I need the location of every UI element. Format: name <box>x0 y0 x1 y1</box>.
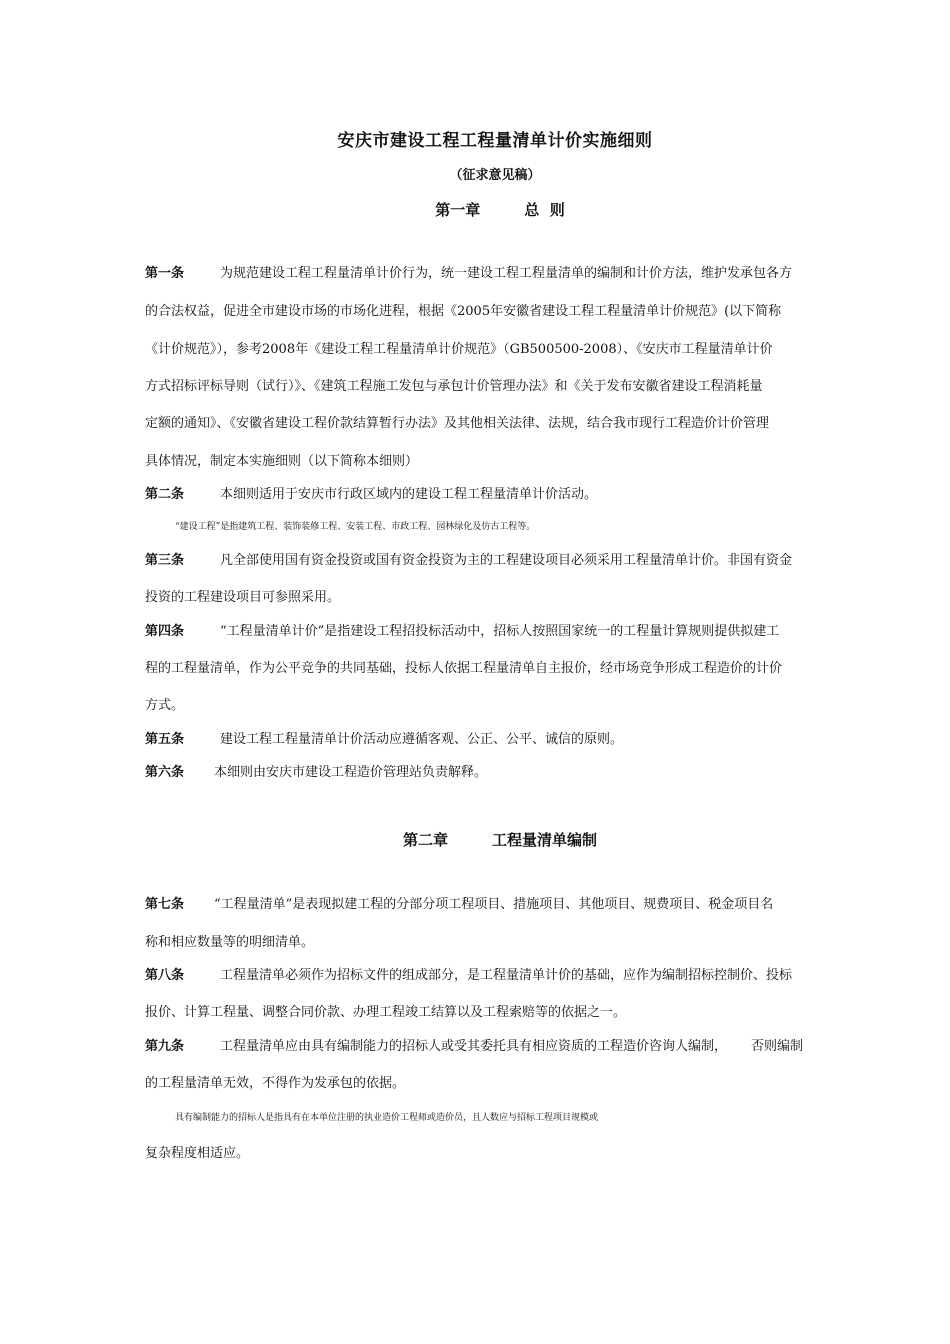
chapter-1-number: 第一章 <box>435 201 481 219</box>
article-5-line-1 <box>145 731 857 749</box>
article-9-label: 第九条 <box>145 1039 185 1054</box>
article-2-label: 第二条 <box>145 487 185 502</box>
article-9-text-2: 否则编制 <box>751 1039 804 1054</box>
article-9-line-2: 的工程量清单无效，不得作为发承包的依据。 <box>145 1076 406 1091</box>
article-1-line-2: 的合法权益，促进全市建设市场的市场化进程，根据《2005年安徽省建设工程工程量清单计价规范》(以下简称 <box>145 304 782 319</box>
article-3-line-1 <box>145 552 857 570</box>
document-subtitle: （征求意见稿） <box>449 168 541 183</box>
article-4-line-3: 方式。 <box>145 698 185 713</box>
article-6-label: 第六条 <box>145 765 185 780</box>
article-6-text-1: 本细则由安庆市建设工程造价管理站负责解释。 <box>214 765 488 780</box>
article-1-line-4: 方式招标评标导则（试行）》、《建筑工程施工发包与承包计价管理办法》和《关于发布安徽省建设工程消耗量 <box>145 379 763 394</box>
article-3-text-1: 凡全部使用国有资金投资或国有资金投资为主的工程建设项目必须采用工程量清单计价。非国有资金 <box>220 553 793 568</box>
article-1-label: 第一条 <box>145 266 185 281</box>
article-7-text-1: “工程量清单”是表现拟建工程的分部分项工程项目、措施项目、其他项目、规费项目、税金项目名 <box>214 897 774 912</box>
article-9-line-3: 具有编制能力的招标人是指具有在本单位注册的执业造价工程师或造价员，且人数应与招标工程项目规模或 <box>175 1113 599 1123</box>
article-5-label: 第五条 <box>145 732 185 747</box>
chapter-2-number: 第二章 <box>402 831 448 849</box>
article-8-label: 第八条 <box>145 968 185 983</box>
chapter-1-heading <box>0 199 950 220</box>
document-title: 安庆市建设工程工程量清单计价实施细则 <box>337 131 653 151</box>
article-4-label: 第四条 <box>145 624 185 639</box>
chapter-1-name: 总 则 <box>524 201 565 219</box>
article-7-label: 第七条 <box>145 897 185 912</box>
article-1-text-1: 为规范建设工程工程量清单计价行为，统一建设工程工程量清单的编制和计价方法，维护发承包各方 <box>220 266 793 281</box>
article-8-text-1: 工程量清单必须作为招标文件的组成部分，是工程量清单计价的基础，应作为编制招标控制价、投标 <box>220 968 793 983</box>
article-3-line-2: 投资的工程建设项目可参照采用。 <box>145 590 341 605</box>
article-1-line-1 <box>145 265 857 283</box>
article-6-line-1 <box>145 764 857 782</box>
article-1-line-3: 《计价规范》），参考2008年《建设工程工程量清单计价规范》（GB500500-2008）、《安庆市工程量清单计价 <box>145 342 773 357</box>
article-5-text-1: 建设工程工程量清单计价活动应遵循客观、公正、公平、诚信的原则。 <box>220 732 624 747</box>
chapter-2-heading <box>0 829 950 850</box>
article-3-label: 第三条 <box>145 553 185 568</box>
article-9-line-1 <box>145 1038 857 1056</box>
article-9-text-1: 工程量清单应由具有编制能力的招标人或受其委托具有相应资质的工程造价咨询人编制， <box>220 1039 728 1054</box>
article-1-line-6: 具体情况，制定本实施细则（以下简称本细则） <box>145 454 419 469</box>
chapter-2-name: 工程量清单编制 <box>492 831 598 849</box>
article-7-line-1 <box>145 896 857 914</box>
article-2-line-1 <box>145 486 857 504</box>
article-9-line-4: 复杂程度相适应。 <box>145 1146 250 1161</box>
article-8-line-2: 报价、计算工程量、调整合同价款、办理工程竣工结算以及工程索赔等的依据之一。 <box>145 1005 627 1020</box>
article-2-text-1: 本细则适用于安庆市行政区域内的建设工程工程量清单计价活动。 <box>220 487 598 502</box>
article-7-line-2: 称和相应数量等的明细清单。 <box>145 935 315 950</box>
article-1-line-5: 定额的通知》、《安徽省建设工程价款结算暂行办法》及其他相关法律、法规，结合我市现行工程造价计价管理 <box>145 416 770 431</box>
article-8-line-1 <box>145 967 857 985</box>
article-4-text-1: “工程量清单计价”是指建设工程招投标活动中，招标人按照国家统一的工程量计算规则提供拟建工 <box>220 624 780 639</box>
article-2-line-2: “建设工程”是指建筑工程、装饰装修工程、安装工程、市政工程、园林绿化及仿古工程等。 <box>175 522 536 532</box>
article-4-line-1 <box>145 623 857 641</box>
article-4-line-2: 程的工程量清单，作为公平竞争的共同基础，投标人依据工程量清单自主报价，经市场竞争形成工程造价的计价 <box>145 661 783 676</box>
